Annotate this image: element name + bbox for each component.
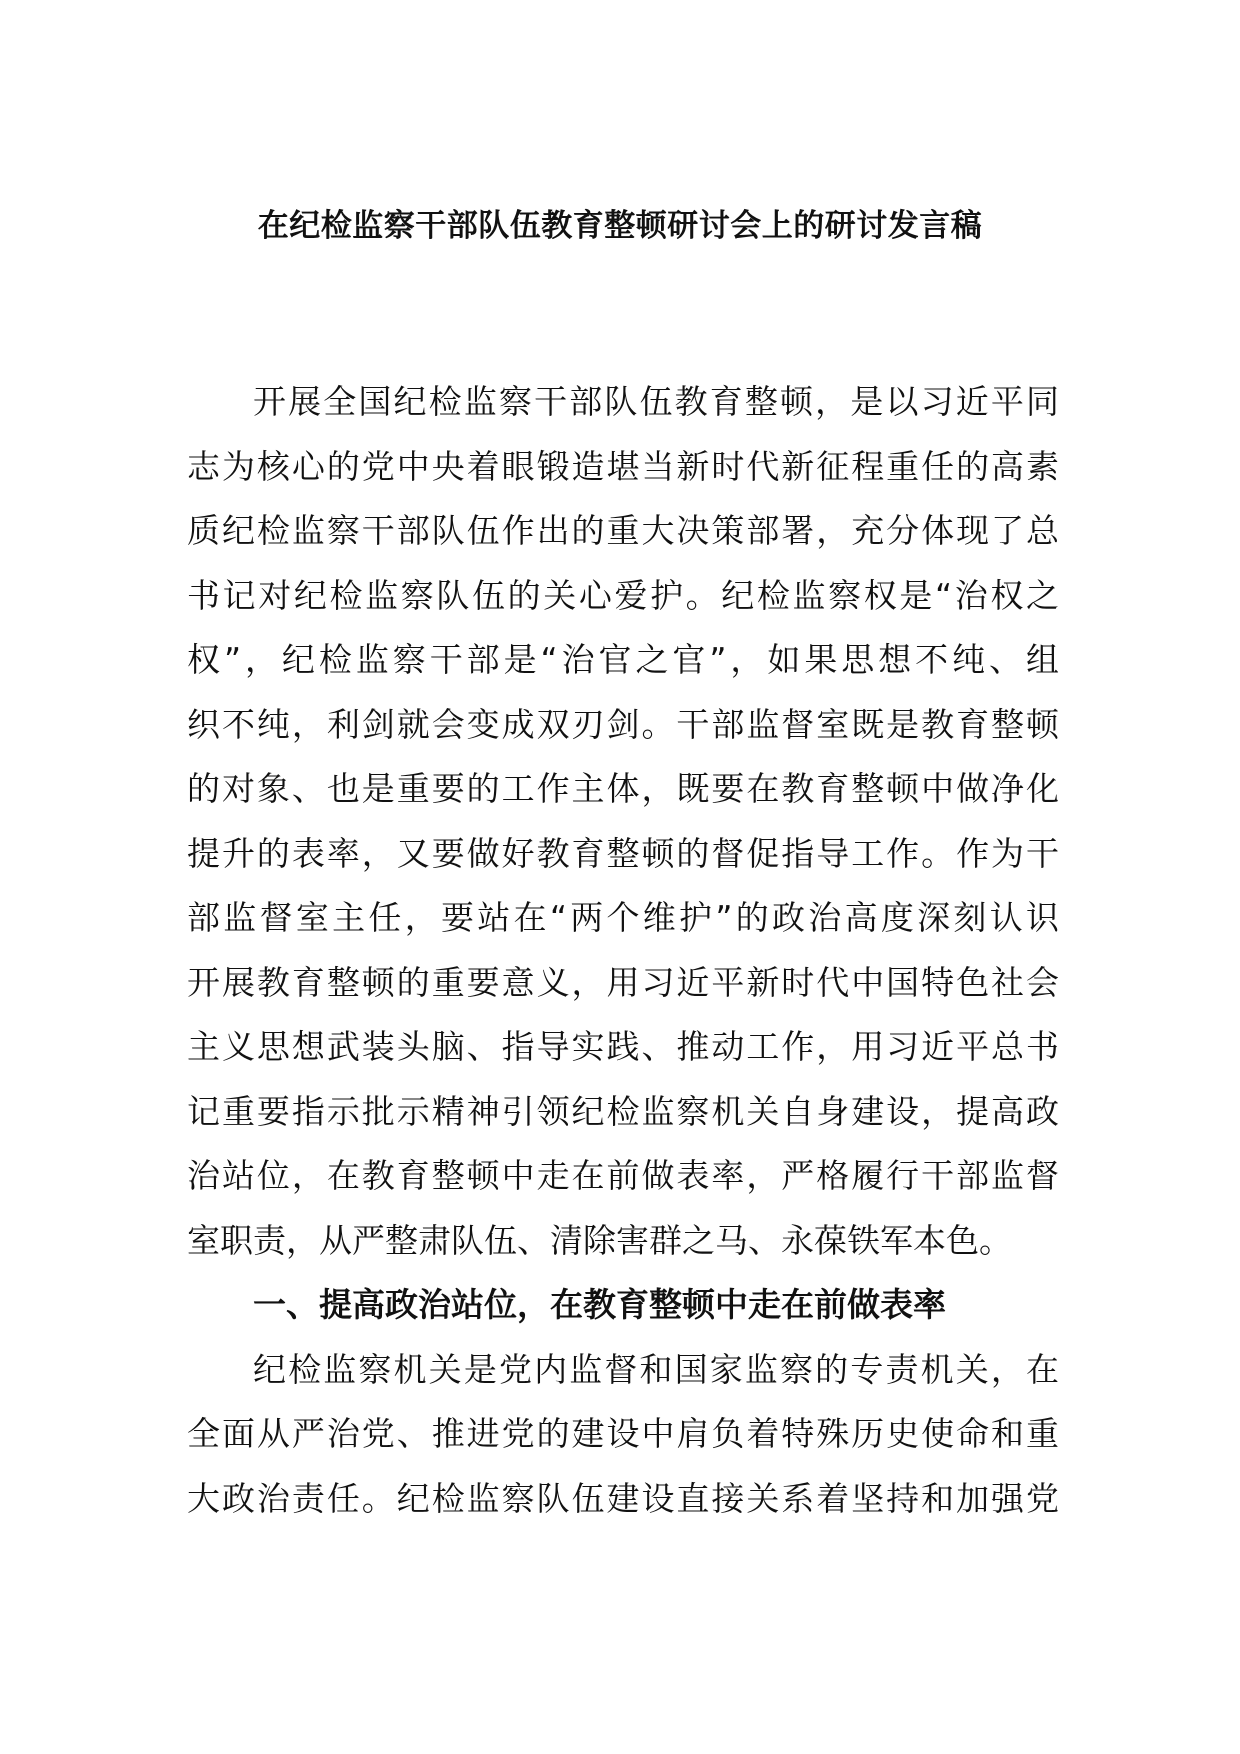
paragraph-line: 记重要指示批示精神引领纪检监察机关自身建设，提高政: [187, 1091, 1059, 1131]
document-body: [187, 370, 1059, 1531]
paragraph-line: 大政治责任。纪检监察队伍建设直接关系着坚持和加强党: [187, 1478, 1059, 1518]
paragraph-line: 主义思想武装头脑、指导实践、推动工作，用习近平总书: [187, 1027, 1059, 1066]
paragraph-line: 织不纯，利剑就会变成双刃剑。干部监督室既是教育整顿: [187, 704, 1059, 744]
section-heading: 一、提高政治站位，在教育整顿中走在前做表率: [253, 1285, 946, 1324]
paragraph-line: 提升的表率，又要做好教育整顿的督促指导工作。作为干: [187, 833, 1059, 873]
paragraph-line: 权”，纪检监察干部是“治官之官”，如果思想不纯、组: [187, 640, 1059, 679]
paragraph-line: 书记对纪检监察队伍的关心爱护。纪检监察权是“治权之: [187, 575, 1059, 615]
paragraph-line: 志为核心的党中央着眼锻造堪当新时代新征程重任的高素: [187, 446, 1059, 486]
paragraph-line: 质纪检监察干部队伍作出的重大决策部署，充分体现了总: [187, 511, 1059, 550]
paragraph-line: 室职责，从严整肃队伍、清除害群之马、永葆铁军本色。: [187, 1220, 1012, 1260]
paragraph-line: 纪检监察机关是党内监督和国家监察的专责机关，在: [253, 1349, 1059, 1389]
paragraph-line: 全面从严治党、推进党的建设中肩负着特殊历史使命和重: [187, 1414, 1059, 1453]
paragraph-line: 治站位，在教育整顿中走在前做表率，严格履行干部监督: [187, 1156, 1059, 1195]
document-title: 在纪检监察干部队伍教育整顿研讨会上的研讨发言稿: [257, 208, 983, 244]
paragraph-line: 开展教育整顿的重要意义，用习近平新时代中国特色社会: [187, 962, 1059, 1002]
paragraph-line: 部监督室主任，要站在“两个维护”的政治高度深刻认识: [187, 898, 1059, 937]
paragraph-line: 开展全国纪检监察干部队伍教育整顿，是以习近平同: [253, 382, 1059, 421]
paragraph-line: 的对象、也是重要的工作主体，既要在教育整顿中做净化: [187, 769, 1059, 808]
